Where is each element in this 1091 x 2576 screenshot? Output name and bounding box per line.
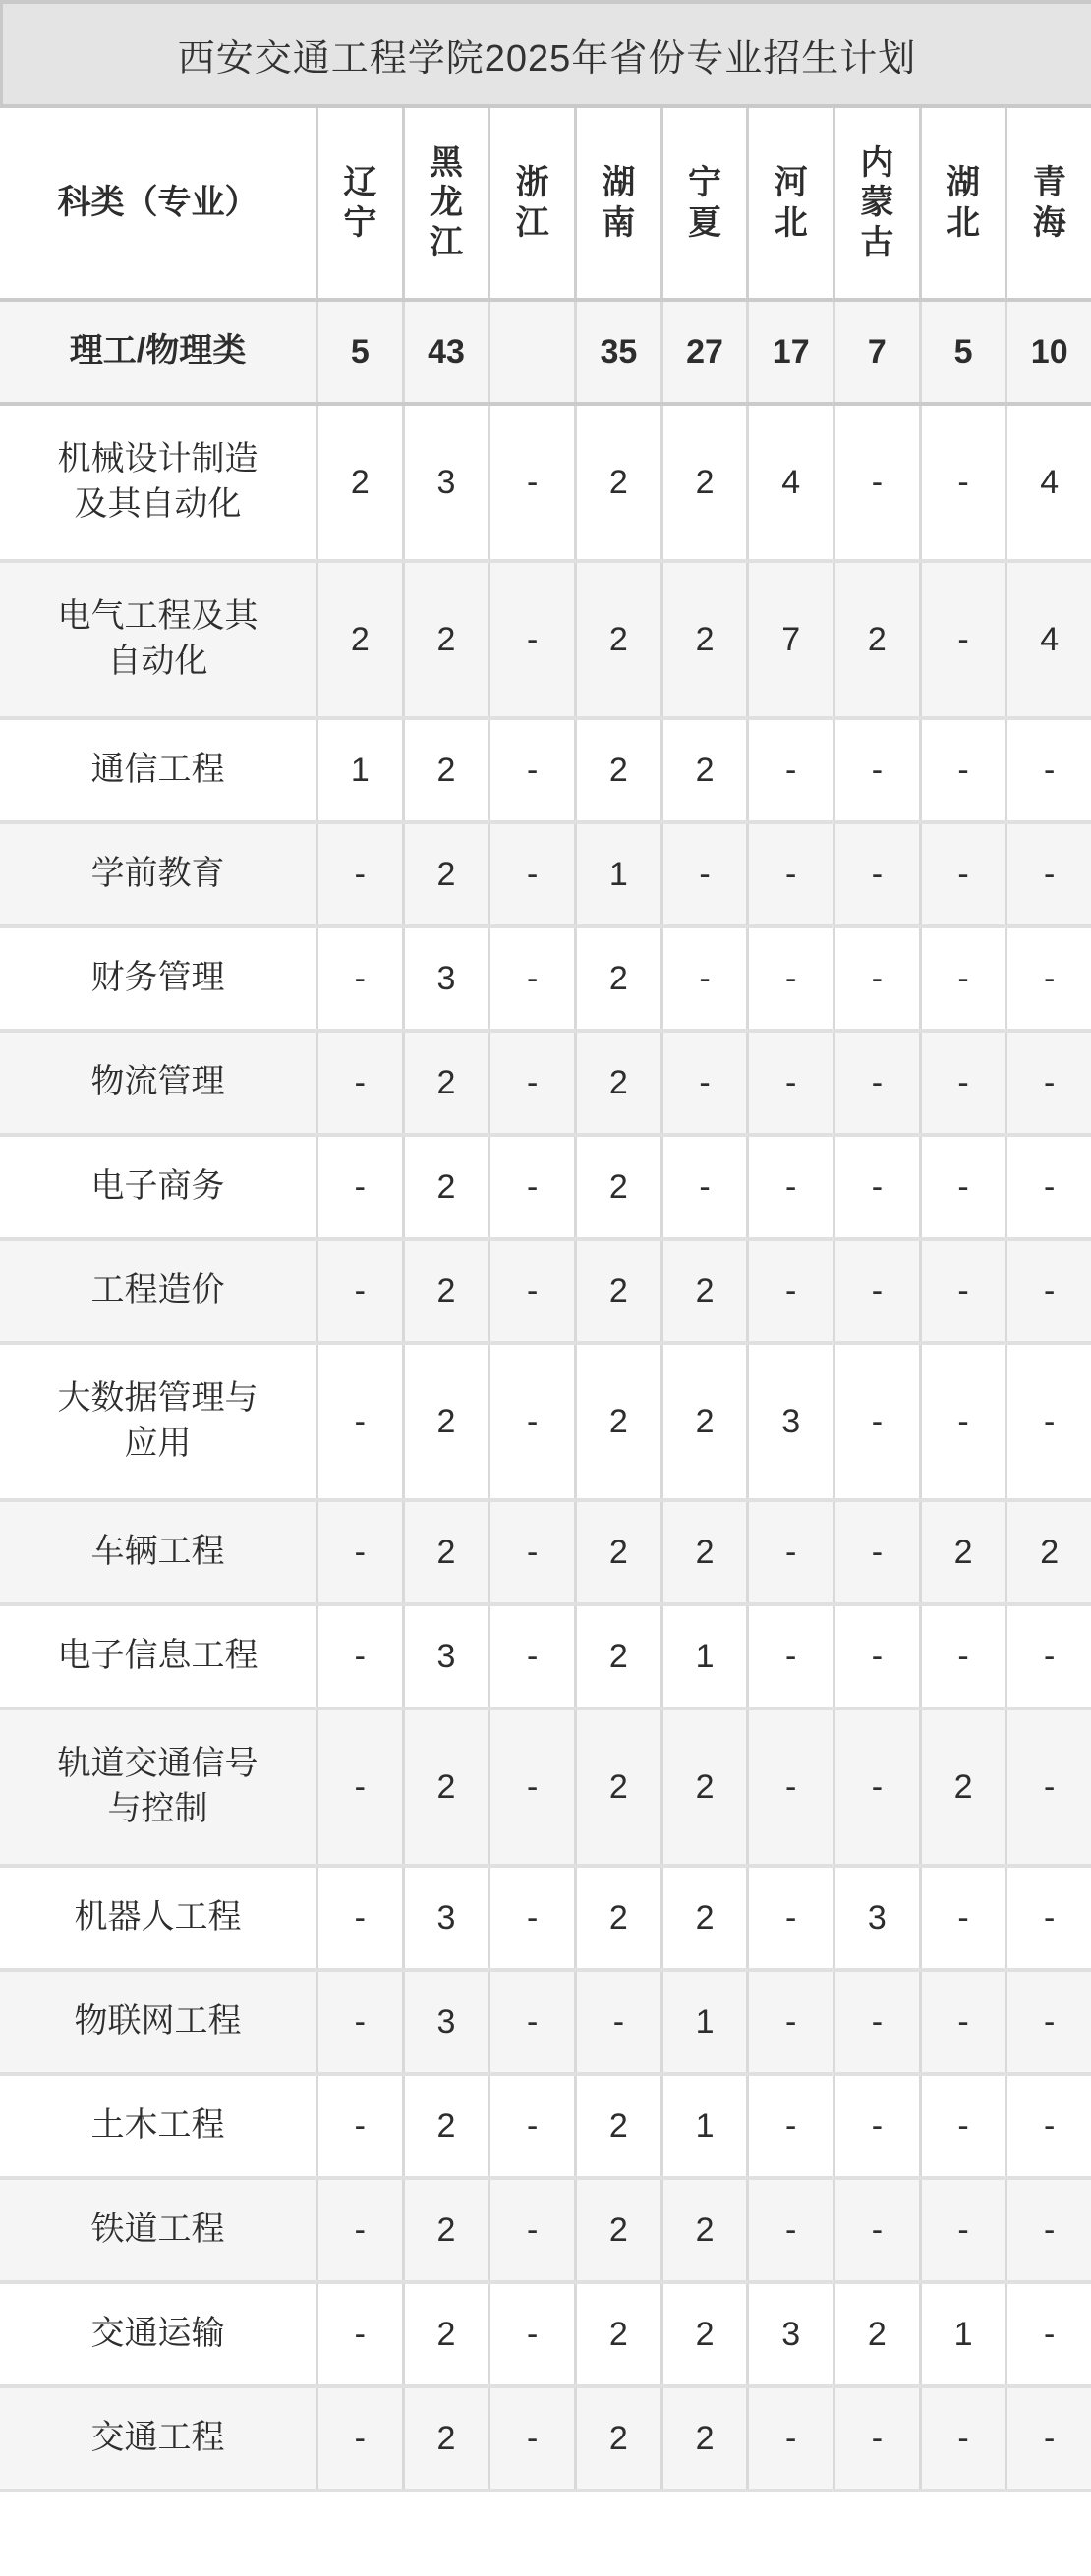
value-cell: 2: [660, 1241, 747, 1341]
value-cell: 2: [660, 1868, 747, 1968]
value-cell: -: [488, 406, 574, 559]
row-label-cell: 财务管理: [90, 959, 225, 997]
province-header-cell: [488, 108, 574, 298]
value-cell: 3: [402, 1868, 488, 1968]
value-cell: 2: [402, 2076, 488, 2176]
table-row: [0, 1502, 1091, 1606]
table-row: [0, 1241, 1091, 1345]
value-cell: 2: [316, 563, 402, 716]
value-cell: 2: [660, 2180, 747, 2280]
table-row: [0, 1972, 1091, 2076]
value-cell: -: [919, 563, 1005, 716]
value-cell: 2: [402, 1033, 488, 1133]
value-cell: 7: [833, 302, 919, 402]
province-header-label: 内蒙古: [860, 144, 894, 261]
value-cell: 3: [402, 928, 488, 1029]
value-cell: 2: [574, 1137, 660, 1237]
value-cell: -: [833, 1502, 919, 1602]
value-cell: [488, 302, 574, 402]
value-cell: 2: [402, 824, 488, 924]
table-row: [0, 1033, 1091, 1137]
value-cell: 2: [402, 1241, 488, 1341]
value-cell: -: [316, 2388, 402, 2489]
value-cell: -: [919, 1868, 1005, 1968]
value-cell: -: [660, 1137, 747, 1237]
value-cell: -: [1005, 2388, 1091, 2489]
value-cell: 3: [402, 1606, 488, 1707]
value-cell: -: [488, 1241, 574, 1341]
value-cell: -: [746, 1033, 833, 1133]
value-cell: 2: [574, 2076, 660, 2176]
table-row: [0, 2180, 1091, 2284]
value-cell: 43: [402, 302, 488, 402]
table-row: [0, 1868, 1091, 1972]
value-cell: -: [833, 824, 919, 924]
value-cell: 7: [746, 563, 833, 716]
value-cell: 2: [660, 406, 747, 559]
value-cell: -: [660, 928, 747, 1029]
value-cell: -: [1005, 1868, 1091, 1968]
value-cell: 2: [402, 1345, 488, 1498]
table-row: [0, 2284, 1091, 2388]
value-cell: -: [488, 1972, 574, 2072]
value-cell: 1: [660, 2076, 747, 2176]
value-cell: -: [316, 1606, 402, 1707]
value-cell: 4: [746, 406, 833, 559]
value-cell: -: [1005, 2284, 1091, 2384]
province-header-label: 黑龙江: [430, 144, 463, 261]
value-cell: -: [488, 2284, 574, 2384]
table-row: [0, 563, 1091, 720]
value-cell: -: [488, 563, 574, 716]
row-label-cell: 大数据管理与应用: [57, 1379, 258, 1462]
value-cell: -: [919, 1137, 1005, 1237]
value-cell: 2: [574, 1868, 660, 1968]
value-cell: 1: [660, 1972, 747, 2072]
value-cell: 2: [574, 928, 660, 1029]
value-cell: -: [919, 1241, 1005, 1341]
value-cell: -: [746, 720, 833, 820]
value-cell: -: [919, 1606, 1005, 1707]
value-cell: -: [746, 1137, 833, 1237]
value-cell: 2: [660, 1345, 747, 1498]
row-label-cell: 学前教育: [90, 855, 225, 893]
province-header-label: 湖北: [947, 164, 981, 242]
value-cell: 1: [574, 824, 660, 924]
value-cell: -: [488, 1502, 574, 1602]
row-label-cell: 电子商务: [90, 1167, 225, 1205]
value-cell: -: [488, 1606, 574, 1707]
value-cell: 2: [402, 2284, 488, 2384]
value-cell: -: [919, 2076, 1005, 2176]
value-cell: -: [316, 1710, 402, 1864]
value-cell: -: [833, 1241, 919, 1341]
table-row: [0, 302, 1091, 406]
value-cell: -: [316, 1868, 402, 1968]
row-label-cell: 电子信息工程: [57, 1637, 258, 1675]
value-cell: 1: [660, 1606, 747, 1707]
value-cell: -: [746, 928, 833, 1029]
value-cell: -: [746, 1868, 833, 1968]
value-cell: -: [488, 2076, 574, 2176]
value-cell: -: [746, 1241, 833, 1341]
value-cell: -: [1005, 1606, 1091, 1707]
province-header-cell: [746, 108, 833, 298]
value-cell: -: [488, 1710, 574, 1864]
value-cell: 4: [1005, 406, 1091, 559]
value-cell: 2: [660, 1502, 747, 1602]
row-label-cell: 交通工程: [90, 2419, 225, 2457]
value-cell: -: [316, 1502, 402, 1602]
value-cell: 2: [660, 2388, 747, 2489]
value-cell: -: [316, 928, 402, 1029]
value-cell: -: [833, 1972, 919, 2072]
value-cell: 35: [574, 302, 660, 402]
value-cell: -: [746, 2388, 833, 2489]
value-cell: -: [1005, 824, 1091, 924]
value-cell: 10: [1005, 302, 1091, 402]
province-header-cell: [316, 108, 402, 298]
value-cell: 2: [660, 720, 747, 820]
value-cell: 3: [402, 406, 488, 559]
value-cell: 2: [574, 563, 660, 716]
value-cell: -: [1005, 720, 1091, 820]
table-row: [0, 2388, 1091, 2492]
value-cell: -: [746, 1710, 833, 1864]
value-cell: -: [746, 824, 833, 924]
value-cell: 2: [402, 1502, 488, 1602]
value-cell: -: [316, 2180, 402, 2280]
value-cell: -: [1005, 1241, 1091, 1341]
value-cell: 2: [402, 563, 488, 716]
value-cell: -: [488, 2388, 574, 2489]
value-cell: -: [316, 2284, 402, 2384]
row-label-cell: 理工/物理类: [69, 332, 247, 370]
table-row: [0, 928, 1091, 1033]
value-cell: -: [660, 1033, 747, 1133]
table-row: [0, 720, 1091, 824]
value-cell: 2: [402, 720, 488, 820]
value-cell: -: [316, 824, 402, 924]
value-cell: -: [919, 1033, 1005, 1133]
row-label-cell: 工程造价: [90, 1271, 225, 1310]
enrollment-table: [0, 108, 1091, 2492]
value-cell: 3: [746, 2284, 833, 2384]
value-cell: -: [316, 1345, 402, 1498]
row-label-cell: 通信工程: [90, 751, 225, 789]
value-cell: 2: [402, 1710, 488, 1864]
table-row: [0, 1345, 1091, 1502]
value-cell: -: [1005, 1137, 1091, 1237]
value-cell: -: [833, 2388, 919, 2489]
value-cell: -: [488, 2180, 574, 2280]
row-label-cell: 电气工程及其自动化: [57, 597, 258, 680]
value-cell: 1: [919, 2284, 1005, 2384]
value-cell: -: [833, 2076, 919, 2176]
value-cell: -: [488, 720, 574, 820]
province-header-cell: [833, 108, 919, 298]
value-cell: 2: [574, 2388, 660, 2489]
value-cell: -: [746, 1502, 833, 1602]
value-cell: -: [746, 2076, 833, 2176]
value-cell: 17: [746, 302, 833, 402]
value-cell: -: [488, 824, 574, 924]
table-row: [0, 2076, 1091, 2180]
value-cell: -: [919, 928, 1005, 1029]
value-cell: -: [746, 2180, 833, 2280]
value-cell: -: [574, 1972, 660, 2072]
value-cell: 2: [574, 1606, 660, 1707]
province-header-label: 青海: [1032, 164, 1066, 242]
row-label-cell: 土木工程: [90, 2106, 225, 2145]
province-header-label: 浙江: [515, 164, 549, 242]
value-cell: 2: [574, 1502, 660, 1602]
table-row: [0, 824, 1091, 928]
province-header-cell: [574, 108, 660, 298]
value-cell: -: [316, 1241, 402, 1341]
value-cell: -: [833, 928, 919, 1029]
value-cell: 2: [402, 2388, 488, 2489]
value-cell: 2: [316, 406, 402, 559]
corner-header-cell: 科类（专业）: [57, 183, 258, 221]
value-cell: -: [833, 720, 919, 820]
value-cell: 5: [316, 302, 402, 402]
value-cell: 2: [660, 2284, 747, 2384]
value-cell: -: [1005, 2180, 1091, 2280]
value-cell: 2: [919, 1502, 1005, 1602]
value-cell: -: [919, 2180, 1005, 2280]
value-cell: -: [919, 1345, 1005, 1498]
value-cell: -: [660, 824, 747, 924]
value-cell: 2: [574, 2180, 660, 2280]
value-cell: -: [488, 928, 574, 1029]
value-cell: -: [316, 1033, 402, 1133]
value-cell: 2: [919, 1710, 1005, 1864]
row-label-cell: 交通运输: [90, 2315, 225, 2353]
row-label-cell: 机器人工程: [74, 1898, 242, 1936]
row-label-cell: 车辆工程: [90, 1533, 225, 1571]
value-cell: 2: [833, 2284, 919, 2384]
value-cell: 2: [574, 406, 660, 559]
value-cell: -: [316, 1137, 402, 1237]
row-label-cell: 物联网工程: [74, 2002, 242, 2041]
value-cell: -: [833, 2180, 919, 2280]
row-label-cell: 机械设计制造及其自动化: [57, 440, 258, 523]
value-cell: -: [919, 720, 1005, 820]
row-label-cell: 物流管理: [90, 1063, 225, 1101]
value-cell: 2: [660, 563, 747, 716]
province-header-cell: [402, 108, 488, 298]
value-cell: 1: [316, 720, 402, 820]
value-cell: -: [919, 406, 1005, 559]
row-label-cell: 轨道交通信号与控制: [57, 1745, 258, 1827]
value-cell: 2: [402, 1137, 488, 1237]
value-cell: -: [833, 1345, 919, 1498]
value-cell: 2: [574, 1033, 660, 1133]
province-header-label: 河北: [774, 164, 808, 242]
table-row: [0, 1137, 1091, 1241]
table-row: [0, 1710, 1091, 1868]
table-title: 西安交通工程学院2025年省份专业招生计划: [0, 4, 1091, 108]
value-cell: 2: [574, 2284, 660, 2384]
province-header-cell: [919, 108, 1005, 298]
value-cell: 27: [660, 302, 747, 402]
value-cell: -: [919, 1972, 1005, 2072]
table-row: [0, 406, 1091, 563]
value-cell: 2: [574, 1241, 660, 1341]
row-label-cell: 铁道工程: [90, 2211, 225, 2249]
value-cell: -: [833, 406, 919, 559]
province-header-label: 辽宁: [343, 164, 377, 242]
value-cell: -: [833, 1033, 919, 1133]
value-cell: -: [1005, 1710, 1091, 1864]
value-cell: 3: [402, 1972, 488, 2072]
value-cell: -: [488, 1868, 574, 1968]
value-cell: 3: [833, 1868, 919, 1968]
value-cell: -: [488, 1137, 574, 1237]
value-cell: 2: [574, 1345, 660, 1498]
province-header-label: 湖南: [602, 164, 636, 242]
value-cell: -: [1005, 1972, 1091, 2072]
value-cell: 5: [919, 302, 1005, 402]
value-cell: -: [1005, 1033, 1091, 1133]
value-cell: -: [833, 1137, 919, 1237]
value-cell: -: [1005, 1345, 1091, 1498]
value-cell: 2: [660, 1710, 747, 1864]
value-cell: -: [919, 2388, 1005, 2489]
value-cell: -: [316, 2076, 402, 2176]
value-cell: -: [746, 1606, 833, 1707]
value-cell: -: [316, 1972, 402, 2072]
value-cell: -: [1005, 2076, 1091, 2176]
value-cell: -: [1005, 928, 1091, 1029]
province-header-label: 宁夏: [688, 164, 722, 242]
table-row: [0, 1606, 1091, 1710]
value-cell: 2: [574, 1710, 660, 1864]
value-cell: -: [746, 1972, 833, 2072]
value-cell: 3: [746, 1345, 833, 1498]
value-cell: -: [833, 1606, 919, 1707]
value-cell: 4: [1005, 563, 1091, 716]
value-cell: -: [488, 1345, 574, 1498]
value-cell: -: [833, 1710, 919, 1864]
table-header-row: [0, 108, 1091, 302]
value-cell: 2: [833, 563, 919, 716]
value-cell: -: [919, 824, 1005, 924]
value-cell: 2: [574, 720, 660, 820]
province-header-cell: [1005, 108, 1091, 298]
value-cell: 2: [1005, 1502, 1091, 1602]
value-cell: 2: [402, 2180, 488, 2280]
value-cell: -: [488, 1033, 574, 1133]
province-header-cell: [660, 108, 747, 298]
